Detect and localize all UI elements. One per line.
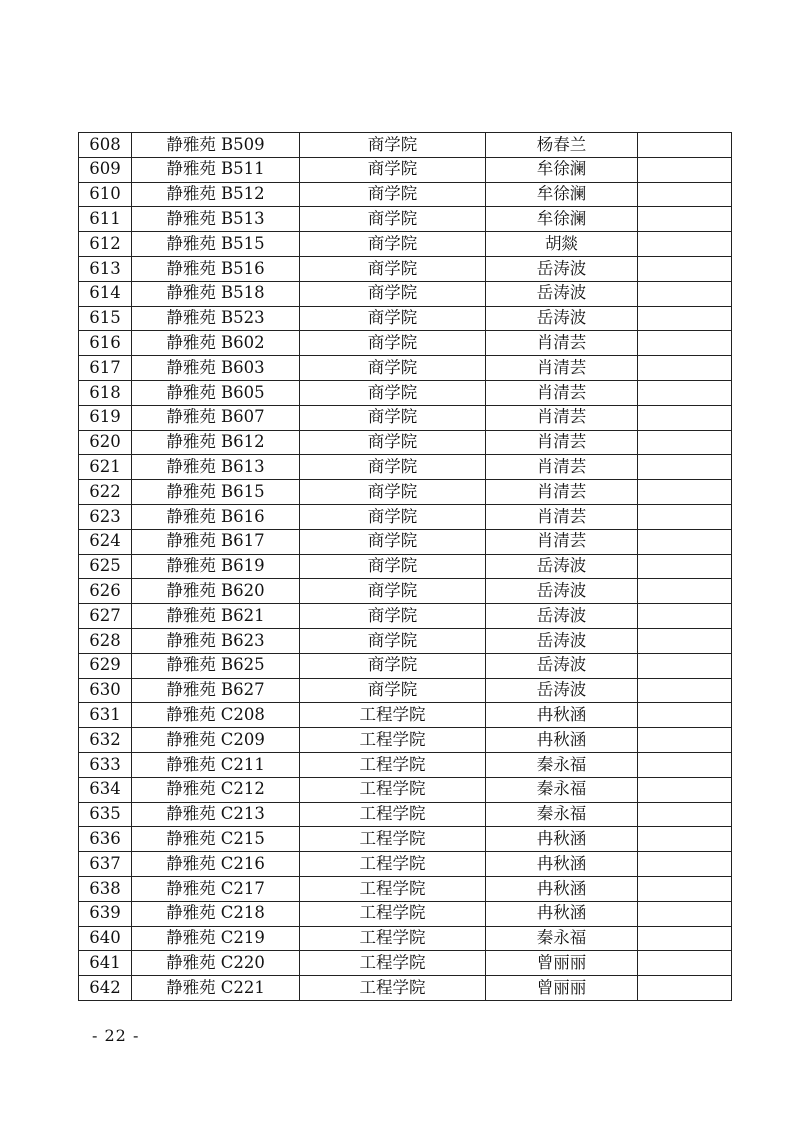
dorm-room-cell: 静雅苑 C217 (132, 876, 300, 901)
table-row (79, 876, 732, 901)
person-in-charge-cell: 牟徐澜 (486, 207, 638, 232)
table-row (79, 430, 732, 455)
college-cell: 商学院 (300, 455, 486, 480)
row-number-cell: 627 (79, 604, 132, 629)
college-cell: 商学院 (300, 405, 486, 430)
row-number-cell: 625 (79, 554, 132, 579)
person-in-charge-cell: 冉秋涵 (486, 827, 638, 852)
remarks-cell (638, 752, 732, 777)
college-cell: 商学院 (300, 133, 486, 158)
remarks-cell (638, 455, 732, 480)
person-in-charge-cell: 秦永福 (486, 777, 638, 802)
dorm-room-cell: 静雅苑 B602 (132, 331, 300, 356)
remarks-cell (638, 703, 732, 728)
college-cell: 商学院 (300, 480, 486, 505)
college-cell: 商学院 (300, 157, 486, 182)
college-cell: 工程学院 (300, 926, 486, 951)
row-number-cell: 639 (79, 901, 132, 926)
dorm-room-cell: 静雅苑 B605 (132, 380, 300, 405)
college-cell: 商学院 (300, 356, 486, 381)
person-in-charge-cell: 肖清芸 (486, 380, 638, 405)
table-row (79, 678, 732, 703)
dorm-room-cell: 静雅苑 B603 (132, 356, 300, 381)
dorm-room-cell: 静雅苑 B623 (132, 628, 300, 653)
remarks-cell (638, 331, 732, 356)
remarks-cell (638, 504, 732, 529)
dorm-room-cell: 静雅苑 B616 (132, 504, 300, 529)
dorm-room-cell: 静雅苑 B607 (132, 405, 300, 430)
table-row (79, 752, 732, 777)
table-row (79, 306, 732, 331)
college-cell: 工程学院 (300, 827, 486, 852)
dorm-room-cell: 静雅苑 B619 (132, 554, 300, 579)
table-row (79, 405, 732, 430)
table-row (79, 182, 732, 207)
table-row (79, 380, 732, 405)
table-row (79, 331, 732, 356)
table-row (79, 604, 732, 629)
row-number-cell: 613 (79, 256, 132, 281)
college-cell: 商学院 (300, 281, 486, 306)
remarks-cell (638, 901, 732, 926)
dorm-room-cell: 静雅苑 B513 (132, 207, 300, 232)
dorm-room-cell: 静雅苑 C221 (132, 976, 300, 1001)
dorm-room-cell: 静雅苑 C219 (132, 926, 300, 951)
table-row (79, 281, 732, 306)
row-number-cell: 637 (79, 852, 132, 877)
table-row (79, 703, 732, 728)
remarks-cell (638, 628, 732, 653)
table-row (79, 529, 732, 554)
row-number-cell: 622 (79, 480, 132, 505)
person-in-charge-cell: 冉秋涵 (486, 852, 638, 877)
remarks-cell (638, 653, 732, 678)
person-in-charge-cell: 冉秋涵 (486, 901, 638, 926)
row-number-cell: 614 (79, 281, 132, 306)
row-number-cell: 624 (79, 529, 132, 554)
remarks-cell (638, 306, 732, 331)
table-row (79, 728, 732, 753)
person-in-charge-cell: 肖清芸 (486, 480, 638, 505)
person-in-charge-cell: 岳涛波 (486, 554, 638, 579)
dorm-room-cell: 静雅苑 C218 (132, 901, 300, 926)
row-number-cell: 635 (79, 802, 132, 827)
college-cell: 工程学院 (300, 901, 486, 926)
college-cell: 工程学院 (300, 703, 486, 728)
person-in-charge-cell: 秦永福 (486, 926, 638, 951)
person-in-charge-cell: 杨春兰 (486, 133, 638, 158)
remarks-cell (638, 529, 732, 554)
person-in-charge-cell: 冉秋涵 (486, 728, 638, 753)
remarks-cell (638, 380, 732, 405)
table-row (79, 628, 732, 653)
dorm-room-cell: 静雅苑 B511 (132, 157, 300, 182)
remarks-cell (638, 876, 732, 901)
person-in-charge-cell: 岳涛波 (486, 306, 638, 331)
person-in-charge-cell: 岳涛波 (486, 256, 638, 281)
college-cell: 工程学院 (300, 976, 486, 1001)
dormitory-table (78, 132, 732, 1001)
row-number-cell: 631 (79, 703, 132, 728)
table-row (79, 504, 732, 529)
remarks-cell (638, 356, 732, 381)
college-cell: 工程学院 (300, 876, 486, 901)
row-number-cell: 615 (79, 306, 132, 331)
row-number-cell: 617 (79, 356, 132, 381)
dorm-room-cell: 静雅苑 B523 (132, 306, 300, 331)
dorm-room-cell: 静雅苑 B518 (132, 281, 300, 306)
dorm-room-cell: 静雅苑 C216 (132, 852, 300, 877)
table-row (79, 827, 732, 852)
row-number-cell: 630 (79, 678, 132, 703)
college-cell: 商学院 (300, 430, 486, 455)
college-cell: 商学院 (300, 380, 486, 405)
person-in-charge-cell: 胡燚 (486, 232, 638, 257)
remarks-cell (638, 554, 732, 579)
college-cell: 工程学院 (300, 852, 486, 877)
row-number-cell: 638 (79, 876, 132, 901)
person-in-charge-cell: 曾丽丽 (486, 976, 638, 1001)
page-number: - 22 - (92, 1026, 140, 1045)
table-row (79, 579, 732, 604)
row-number-cell: 619 (79, 405, 132, 430)
remarks-cell (638, 480, 732, 505)
remarks-cell (638, 678, 732, 703)
row-number-cell: 641 (79, 951, 132, 976)
remarks-cell (638, 926, 732, 951)
dorm-room-cell: 静雅苑 B512 (132, 182, 300, 207)
person-in-charge-cell: 肖清芸 (486, 430, 638, 455)
table-body (79, 133, 732, 1001)
college-cell: 商学院 (300, 628, 486, 653)
remarks-cell (638, 728, 732, 753)
college-cell: 工程学院 (300, 777, 486, 802)
row-number-cell: 640 (79, 926, 132, 951)
dorm-room-cell: 静雅苑 C215 (132, 827, 300, 852)
row-number-cell: 632 (79, 728, 132, 753)
college-cell: 商学院 (300, 207, 486, 232)
remarks-cell (638, 157, 732, 182)
dorm-room-cell: 静雅苑 B617 (132, 529, 300, 554)
table-row (79, 256, 732, 281)
remarks-cell (638, 827, 732, 852)
person-in-charge-cell: 岳涛波 (486, 604, 638, 629)
table-row (79, 356, 732, 381)
remarks-cell (638, 976, 732, 1001)
table-row (79, 157, 732, 182)
dorm-room-cell: 静雅苑 B613 (132, 455, 300, 480)
row-number-cell: 636 (79, 827, 132, 852)
college-cell: 工程学院 (300, 728, 486, 753)
remarks-cell (638, 777, 732, 802)
remarks-cell (638, 207, 732, 232)
person-in-charge-cell: 冉秋涵 (486, 876, 638, 901)
dorm-room-cell: 静雅苑 B625 (132, 653, 300, 678)
person-in-charge-cell: 岳涛波 (486, 628, 638, 653)
row-number-cell: 626 (79, 579, 132, 604)
table-row (79, 852, 732, 877)
remarks-cell (638, 579, 732, 604)
dorm-room-cell: 静雅苑 B612 (132, 430, 300, 455)
dorm-room-cell: 静雅苑 B509 (132, 133, 300, 158)
dorm-room-cell: 静雅苑 C212 (132, 777, 300, 802)
college-cell: 商学院 (300, 554, 486, 579)
row-number-cell: 642 (79, 976, 132, 1001)
row-number-cell: 629 (79, 653, 132, 678)
college-cell: 商学院 (300, 306, 486, 331)
dorm-room-cell: 静雅苑 C211 (132, 752, 300, 777)
table-row (79, 232, 732, 257)
remarks-cell (638, 802, 732, 827)
row-number-cell: 628 (79, 628, 132, 653)
person-in-charge-cell: 肖清芸 (486, 331, 638, 356)
college-cell: 商学院 (300, 678, 486, 703)
person-in-charge-cell: 肖清芸 (486, 405, 638, 430)
college-cell: 商学院 (300, 331, 486, 356)
table-row (79, 207, 732, 232)
remarks-cell (638, 133, 732, 158)
college-cell: 商学院 (300, 604, 486, 629)
row-number-cell: 620 (79, 430, 132, 455)
row-number-cell: 634 (79, 777, 132, 802)
dorm-room-cell: 静雅苑 C220 (132, 951, 300, 976)
row-number-cell: 609 (79, 157, 132, 182)
person-in-charge-cell: 岳涛波 (486, 579, 638, 604)
row-number-cell: 608 (79, 133, 132, 158)
person-in-charge-cell: 岳涛波 (486, 653, 638, 678)
row-number-cell: 623 (79, 504, 132, 529)
table-row (79, 926, 732, 951)
college-cell: 商学院 (300, 504, 486, 529)
dorm-room-cell: 静雅苑 C209 (132, 728, 300, 753)
table-row (79, 802, 732, 827)
row-number-cell: 618 (79, 380, 132, 405)
table-row (79, 480, 732, 505)
row-number-cell: 633 (79, 752, 132, 777)
college-cell: 商学院 (300, 529, 486, 554)
person-in-charge-cell: 曾丽丽 (486, 951, 638, 976)
person-in-charge-cell: 肖清芸 (486, 455, 638, 480)
remarks-cell (638, 604, 732, 629)
person-in-charge-cell: 牟徐澜 (486, 182, 638, 207)
dorm-room-cell: 静雅苑 B627 (132, 678, 300, 703)
row-number-cell: 611 (79, 207, 132, 232)
table-row (79, 777, 732, 802)
table-row (79, 455, 732, 480)
remarks-cell (638, 951, 732, 976)
person-in-charge-cell: 牟徐澜 (486, 157, 638, 182)
table-row (79, 976, 732, 1001)
row-number-cell: 610 (79, 182, 132, 207)
college-cell: 商学院 (300, 579, 486, 604)
person-in-charge-cell: 秦永福 (486, 752, 638, 777)
remarks-cell (638, 852, 732, 877)
college-cell: 商学院 (300, 182, 486, 207)
dorm-room-cell: 静雅苑 B515 (132, 232, 300, 257)
college-cell: 工程学院 (300, 802, 486, 827)
remarks-cell (638, 405, 732, 430)
dorm-room-cell: 静雅苑 B620 (132, 579, 300, 604)
remarks-cell (638, 232, 732, 257)
college-cell: 商学院 (300, 256, 486, 281)
remarks-cell (638, 281, 732, 306)
table-row (79, 951, 732, 976)
dorm-room-cell: 静雅苑 B516 (132, 256, 300, 281)
dorm-room-cell: 静雅苑 C208 (132, 703, 300, 728)
table-row (79, 133, 732, 158)
person-in-charge-cell: 冉秋涵 (486, 703, 638, 728)
college-cell: 商学院 (300, 232, 486, 257)
dorm-room-cell: 静雅苑 B621 (132, 604, 300, 629)
person-in-charge-cell: 肖清芸 (486, 529, 638, 554)
person-in-charge-cell: 肖清芸 (486, 356, 638, 381)
remarks-cell (638, 430, 732, 455)
dorm-room-cell: 静雅苑 B615 (132, 480, 300, 505)
person-in-charge-cell: 秦永福 (486, 802, 638, 827)
person-in-charge-cell: 肖清芸 (486, 504, 638, 529)
row-number-cell: 616 (79, 331, 132, 356)
table-row (79, 554, 732, 579)
college-cell: 商学院 (300, 653, 486, 678)
person-in-charge-cell: 岳涛波 (486, 678, 638, 703)
college-cell: 工程学院 (300, 951, 486, 976)
college-cell: 工程学院 (300, 752, 486, 777)
remarks-cell (638, 256, 732, 281)
person-in-charge-cell: 岳涛波 (486, 281, 638, 306)
table-row (79, 653, 732, 678)
table-row (79, 901, 732, 926)
dorm-room-cell: 静雅苑 C213 (132, 802, 300, 827)
remarks-cell (638, 182, 732, 207)
row-number-cell: 612 (79, 232, 132, 257)
row-number-cell: 621 (79, 455, 132, 480)
